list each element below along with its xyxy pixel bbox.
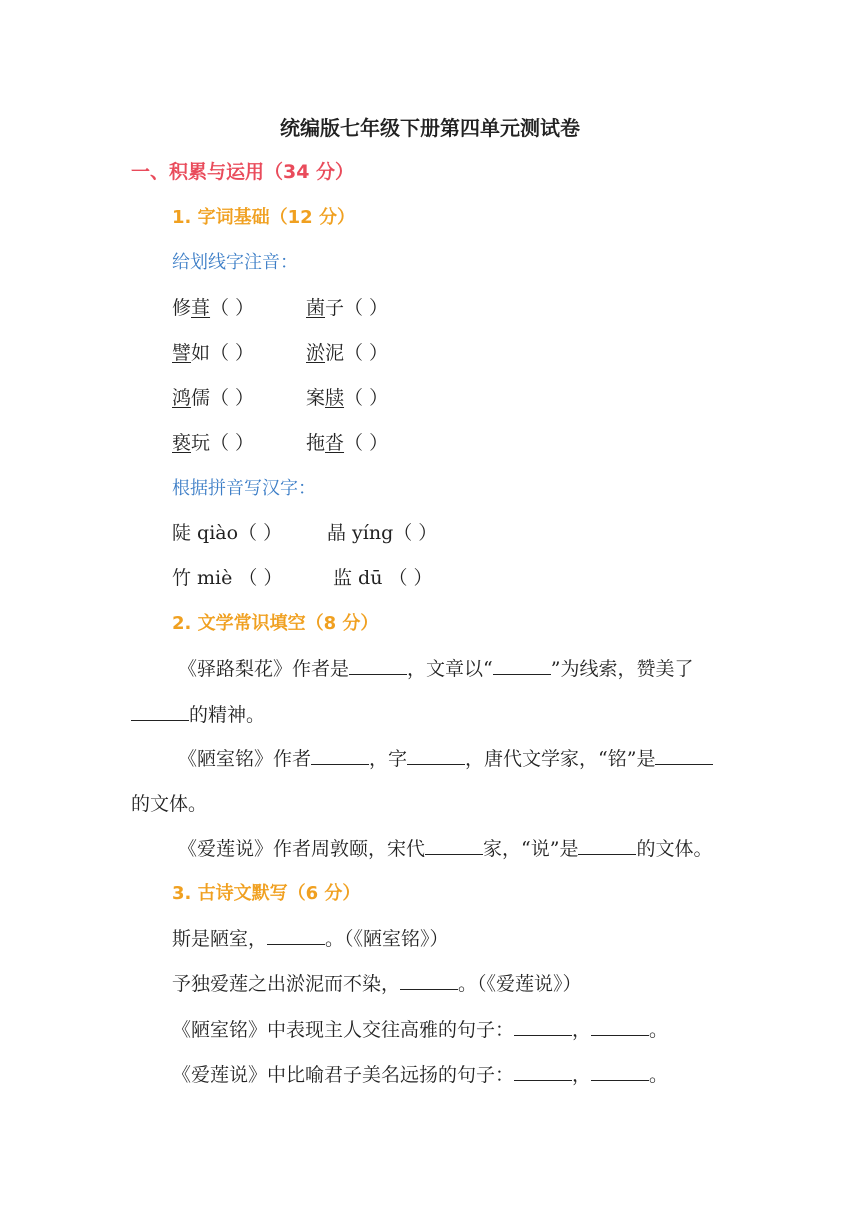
row-text: 案 — [306, 387, 326, 409]
fill-blank[interactable] — [591, 1017, 649, 1036]
q2-text: 的文体。 — [636, 838, 713, 860]
answer-paren[interactable]: 儒（ ） — [191, 387, 255, 409]
q3-text: 《陋室铭》中表现主人交往高雅的句子： — [172, 1019, 515, 1041]
q2-line — [131, 791, 207, 817]
fill-blank[interactable] — [493, 656, 551, 675]
q2-text: 家，“说”是 — [483, 838, 579, 860]
q3-text: ， — [572, 1064, 592, 1086]
q2-text: ”为线索，赞美了 — [550, 658, 694, 680]
hint-phonetic: 给划线字注音： — [172, 252, 298, 273]
fill-blank[interactable] — [514, 1017, 572, 1036]
row-text: 修 — [172, 297, 192, 319]
pinyin-row — [172, 520, 772, 546]
q3-text: 予独爱莲之出淤泥而不染， — [172, 973, 401, 995]
question-3-heading: 3. 古诗文默写（6 分） — [172, 883, 361, 904]
underlined-char: 葺 — [191, 297, 211, 319]
fill-blank[interactable] — [578, 836, 636, 855]
q2-text: 《陋室铭》作者 — [178, 748, 312, 770]
fill-blank[interactable] — [514, 1062, 572, 1081]
phonetic-row — [172, 340, 772, 366]
fill-blank[interactable] — [267, 926, 325, 945]
fill-blank[interactable] — [425, 836, 483, 855]
answer-paren[interactable]: （ ） — [210, 297, 255, 319]
fill-blank[interactable] — [407, 746, 465, 765]
fill-blank[interactable] — [349, 656, 407, 675]
q3-line — [172, 971, 582, 997]
row-text: 拖 — [306, 432, 326, 454]
q3-line — [172, 1017, 668, 1043]
q3-text: 。 — [649, 1064, 669, 1086]
q3-text: 。 — [649, 1019, 669, 1041]
answer-paren[interactable]: （ ） — [344, 387, 389, 409]
q2-text: 的文体。 — [131, 793, 208, 815]
underlined-char: 亵 — [172, 432, 192, 454]
fill-blank[interactable] — [400, 971, 458, 990]
fill-blank[interactable] — [591, 1062, 649, 1081]
q2-line — [178, 746, 713, 772]
pinyin-item[interactable]: 晶 yíng（ ） — [327, 522, 438, 544]
answer-paren[interactable]: 泥（ ） — [325, 342, 389, 364]
answer-paren[interactable]: 子（ ） — [325, 297, 389, 319]
underlined-char: 菌 — [306, 297, 326, 319]
section-heading-1: 一、积累与运用（34 分） — [131, 161, 355, 183]
q3-line — [172, 1062, 668, 1088]
q3-text: 。（《陋室铭》） — [325, 928, 449, 950]
q2-text: 《爱莲说》作者周敦颐，宋代 — [178, 838, 426, 860]
fill-blank[interactable] — [131, 702, 189, 721]
underlined-char: 牍 — [325, 387, 345, 409]
q2-text: ，文章以“ — [407, 658, 493, 680]
answer-paren[interactable]: 如（ ） — [191, 342, 255, 364]
q2-text: 《驿路梨花》作者是 — [178, 658, 350, 680]
page-title: 统编版七年级下册第四单元测试卷 — [280, 116, 580, 140]
q3-text: 。（《爱莲说》） — [458, 973, 582, 995]
pinyin-row — [172, 565, 772, 591]
underlined-char: 淤 — [306, 342, 326, 364]
fill-blank[interactable] — [311, 746, 369, 765]
underlined-char: 譬 — [172, 342, 192, 364]
q2-text: ，字 — [369, 748, 408, 770]
q2-line — [178, 656, 693, 682]
q3-line — [172, 926, 449, 952]
pinyin-item[interactable]: 竹 miè （ ） — [172, 567, 283, 589]
q2-line — [178, 836, 712, 862]
pinyin-item[interactable]: 监 dū （ ） — [333, 567, 433, 589]
fill-blank[interactable] — [655, 746, 713, 765]
q3-text: 《爱莲说》中比喻君子美名远扬的句子： — [172, 1064, 515, 1086]
underlined-char: 沓 — [325, 432, 345, 454]
q3-text: ， — [572, 1019, 592, 1041]
q2-text: 的精神。 — [189, 704, 266, 726]
answer-paren[interactable]: （ ） — [344, 432, 389, 454]
phonetic-row — [172, 295, 772, 321]
underlined-char: 鸿 — [172, 387, 192, 409]
pinyin-item[interactable]: 陡 qiào（ ） — [172, 522, 283, 544]
q3-text: 斯是陋室， — [172, 928, 268, 950]
question-2-heading: 2. 文学常识填空（8 分） — [172, 613, 379, 634]
question-1-heading: 1. 字词基础（12 分） — [172, 207, 355, 228]
q2-text: ，唐代文学家，“铭”是 — [465, 748, 656, 770]
phonetic-row — [172, 385, 772, 411]
phonetic-row — [172, 430, 772, 456]
q2-line — [131, 702, 265, 728]
answer-paren[interactable]: 玩（ ） — [191, 432, 255, 454]
hint-write: 根据拼音写汉字： — [172, 478, 316, 499]
